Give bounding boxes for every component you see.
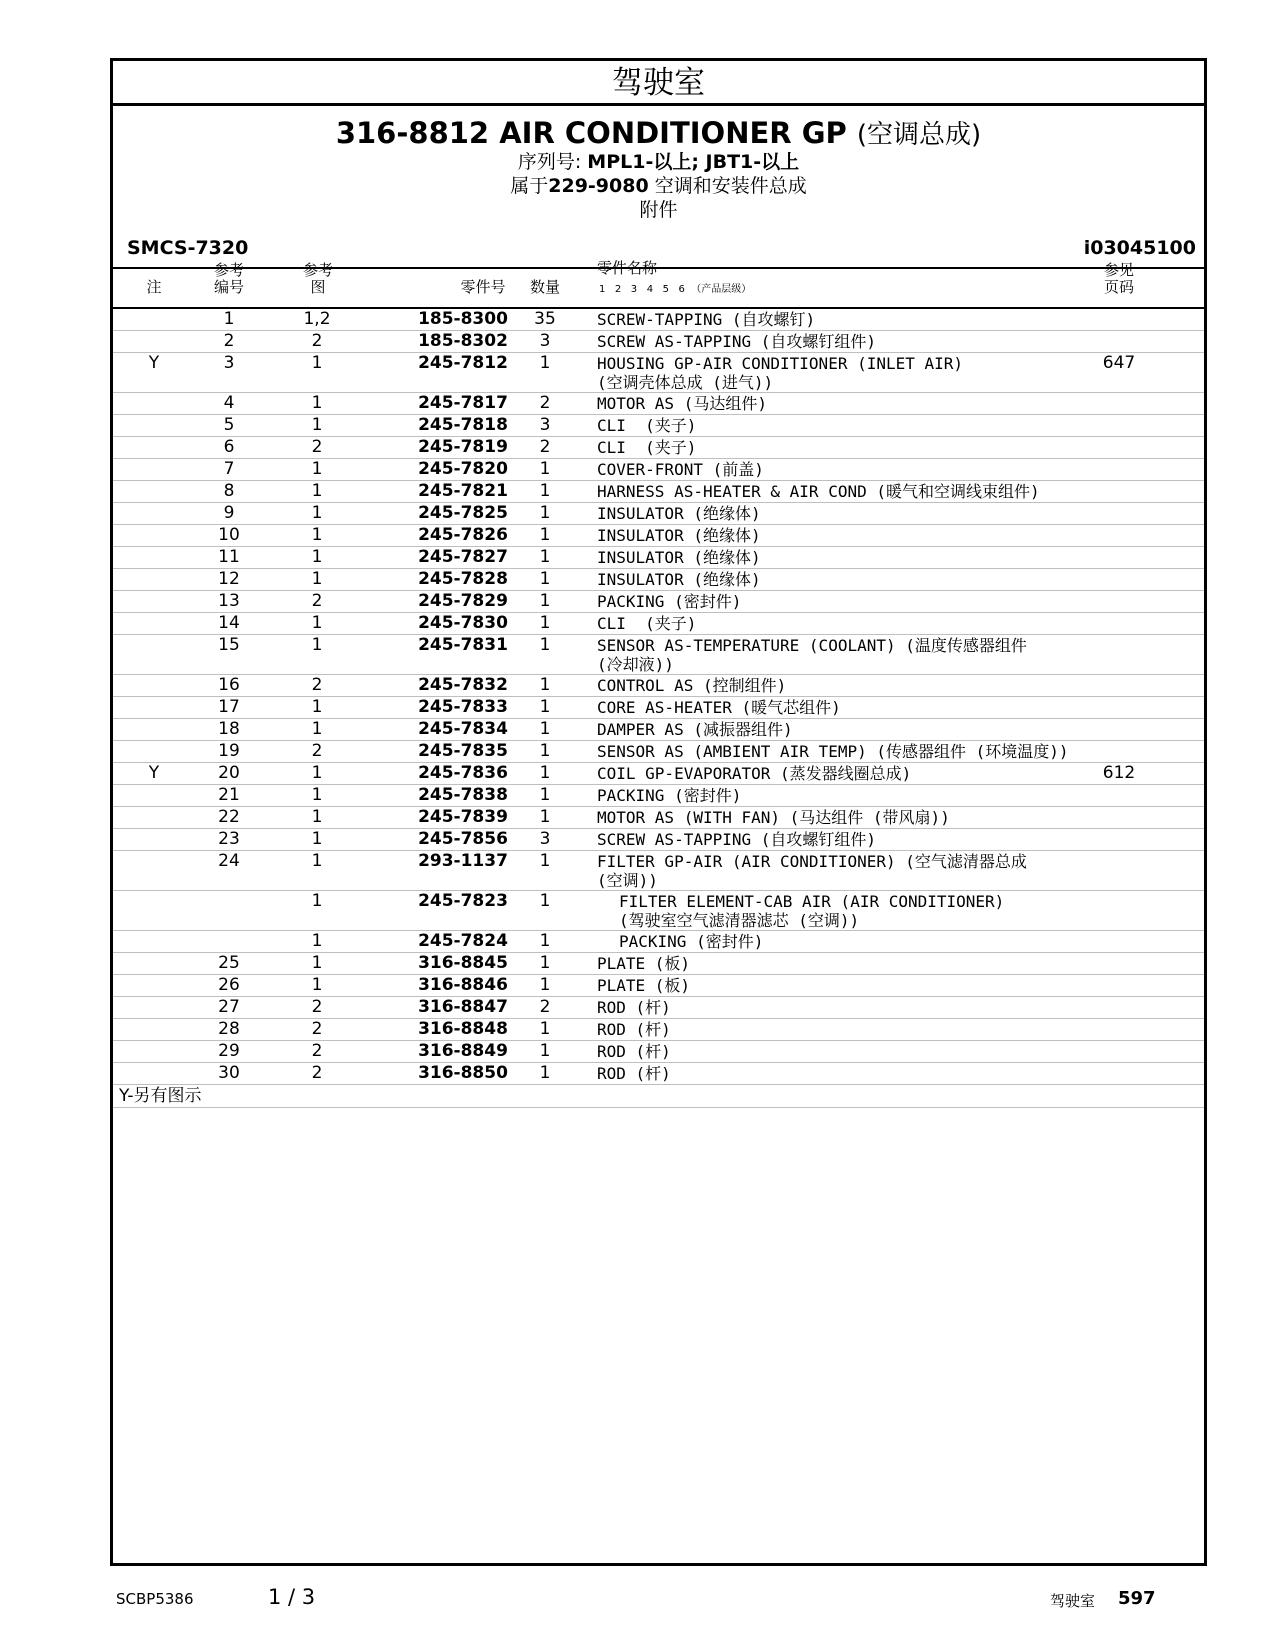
col-page-bottom: 页码	[1103, 278, 1134, 296]
quantity-cell: 1	[539, 569, 551, 589]
quantity-cell: 1	[539, 591, 551, 611]
quantity-cell: 2	[539, 437, 551, 457]
quantity-cell: 3	[539, 829, 551, 849]
belongs-line	[113, 173, 1204, 199]
title-name: AIR CONDITIONER GP	[499, 116, 847, 150]
quantity-cell: 1	[539, 851, 551, 871]
quantity-cell: 1	[539, 953, 551, 973]
belongs-part: 229-9080	[548, 175, 649, 197]
part-number-cell: 245-7829	[418, 591, 508, 611]
table-row	[113, 975, 1204, 997]
see-page-cell: 647	[1102, 353, 1136, 373]
ref-number-cell: 5	[223, 415, 235, 435]
table-row	[113, 741, 1204, 763]
quantity-cell: 1	[539, 1063, 551, 1083]
ref-number-cell: 22	[218, 807, 240, 827]
figure-cell: 1	[311, 891, 323, 911]
ref-number-cell: 21	[218, 785, 240, 805]
table-row	[113, 309, 1204, 331]
figure-cell: 1	[311, 503, 323, 523]
quantity-cell: 2	[539, 393, 551, 413]
table-row	[113, 459, 1204, 481]
part-number-cell: 185-8300	[418, 309, 508, 329]
part-number-cell: 245-7825	[418, 503, 508, 523]
figure-cell: 2	[311, 331, 323, 351]
note-cell: Y	[148, 763, 160, 783]
ref-number-cell: 10	[218, 525, 240, 545]
part-name-cell: DAMPER AS (减振器组件)	[597, 720, 793, 739]
col-ref-bottom: 编号	[213, 278, 244, 296]
part-number-cell: 316-8848	[418, 1019, 508, 1039]
smcs-code: SMCS-7320	[127, 237, 249, 259]
part-name-cell: HARNESS AS-HEATER & AIR COND (暖气和空调线束组件)	[597, 482, 1040, 501]
ref-number-cell: 1	[223, 309, 235, 329]
ref-number-cell: 6	[223, 437, 235, 457]
part-number-cell: 185-8302	[418, 331, 508, 351]
figure-cell: 1	[311, 393, 323, 413]
part-number-cell: 245-7823	[418, 891, 508, 911]
figure-cell: 1	[311, 415, 323, 435]
serial-label: 序列号:	[517, 151, 582, 173]
part-name-cell: ROD (杆)	[597, 998, 671, 1017]
title-chinese: (空调总成)	[856, 120, 982, 150]
quantity-cell: 1	[539, 613, 551, 633]
col-fig-bottom: 图	[310, 278, 326, 296]
attachment-line: 附件	[639, 199, 678, 221]
part-name-cell: SCREW AS-TAPPING (自攻螺钉组件)	[597, 332, 877, 351]
figure-cell: 1	[311, 719, 323, 739]
part-name-cell: CLI (夹子)	[597, 438, 697, 457]
quantity-cell: 1	[539, 807, 551, 827]
part-number-cell: 245-7835	[418, 741, 508, 761]
figure-cell: 2	[311, 591, 323, 611]
quantity-cell: 1	[539, 719, 551, 739]
ref-number-cell: 28	[218, 1019, 240, 1039]
part-name-cell: CLI (夹子)	[597, 614, 697, 633]
figure-cell: 2	[311, 741, 323, 761]
belongs-desc: 空调和安装件总成	[654, 175, 807, 197]
part-name-cell: ROD (杆)	[597, 1020, 671, 1039]
part-number-cell: 293-1137	[418, 851, 508, 871]
figure-cell: 1	[311, 829, 323, 849]
table-row	[113, 1041, 1204, 1063]
page-title	[113, 115, 1204, 153]
part-name-cell: SCREW-TAPPING (自攻螺钉)	[597, 310, 816, 329]
part-number-cell: 245-7838	[418, 785, 508, 805]
part-name-cell: ROD (杆)	[597, 1064, 671, 1083]
quantity-cell: 35	[534, 309, 556, 329]
quantity-cell: 3	[539, 415, 551, 435]
part-name-cell: INSULATOR (绝缘体)	[597, 570, 761, 589]
footer-page-number: 597	[1118, 1588, 1156, 1609]
quantity-cell: 1	[539, 1041, 551, 1061]
section-title: 驾驶室	[113, 61, 1204, 106]
part-name-cell: SENSOR AS (AMBIENT AIR TEMP) (传感器组件 (环境温度))	[597, 742, 1069, 761]
table-row	[113, 569, 1204, 591]
table-row	[113, 635, 1204, 675]
quantity-cell: 1	[539, 353, 551, 373]
part-number-cell: 245-7833	[418, 697, 508, 717]
col-part-number: 零件号	[460, 278, 506, 296]
figure-cell: 1	[311, 697, 323, 717]
quantity-cell: 1	[539, 503, 551, 523]
part-number-cell: 245-7819	[418, 437, 508, 457]
figure-cell: 1	[311, 975, 323, 995]
figure-cell: 1	[311, 785, 323, 805]
figure-cell: 1,2	[303, 309, 331, 329]
figure-cell: 2	[311, 1063, 323, 1083]
part-name-cell: FILTER GP-AIR (AIR CONDITIONER) (空气滤清器总成 (空调))	[597, 852, 1027, 890]
title-part-number: 316-8812	[335, 116, 490, 150]
table-row	[113, 525, 1204, 547]
part-number-cell: 316-8846	[418, 975, 508, 995]
footer-page-of: 1 / 3	[268, 1585, 316, 1609]
ref-number-cell: 30	[218, 1063, 240, 1083]
ref-number-cell: 29	[218, 1041, 240, 1061]
table-row	[113, 719, 1204, 741]
part-number-cell: 245-7817	[418, 393, 508, 413]
quantity-cell: 1	[539, 975, 551, 995]
col-quantity: 数量	[529, 278, 560, 296]
table-row	[113, 931, 1204, 953]
part-name-cell: PLATE (板)	[597, 976, 691, 995]
figure-cell: 2	[311, 437, 323, 457]
quantity-cell: 2	[539, 997, 551, 1017]
part-number-cell: 245-7836	[418, 763, 508, 783]
figure-cell: 1	[311, 931, 323, 951]
figure-cell: 2	[311, 1041, 323, 1061]
part-name-cell: PACKING (密封件)	[619, 932, 764, 951]
part-name-cell: PACKING (密封件)	[597, 592, 742, 611]
part-name-cell: PLATE (板)	[597, 954, 691, 973]
serial-value: MPL1-以上; JBT1-以上	[587, 151, 800, 173]
part-number-cell: 245-7839	[418, 807, 508, 827]
figure-cell: 1	[311, 547, 323, 567]
figure-cell: 1	[311, 481, 323, 501]
ref-number-cell: 19	[218, 741, 240, 761]
table-row	[113, 851, 1204, 891]
col-page-top: 参见	[1103, 261, 1134, 279]
figure-cell: 1	[311, 613, 323, 633]
quantity-cell: 1	[539, 525, 551, 545]
col-levels: 1 2 3 4 5 6 （产品层级）	[599, 284, 752, 295]
part-name-cell: ROD (杆)	[597, 1042, 671, 1061]
ref-number-cell: 16	[218, 675, 240, 695]
table-row	[113, 785, 1204, 807]
parts-table	[113, 309, 1204, 1108]
ref-number-cell: 7	[223, 459, 235, 479]
ref-number-cell: 26	[218, 975, 240, 995]
table-row	[113, 613, 1204, 635]
ref-number-cell: 8	[223, 481, 235, 501]
figure-cell: 1	[311, 807, 323, 827]
ref-number-cell: 4	[223, 393, 235, 413]
table-row	[113, 547, 1204, 569]
part-number-cell: 245-7812	[418, 353, 508, 373]
quantity-cell: 1	[539, 675, 551, 695]
part-number-cell: 316-8845	[418, 953, 508, 973]
table-row	[113, 393, 1204, 415]
ref-number-cell: 2	[223, 331, 235, 351]
table-row	[113, 763, 1204, 785]
table-row	[113, 331, 1204, 353]
part-name-cell: CLI (夹子)	[597, 416, 697, 435]
col-note: 注	[146, 278, 162, 296]
part-number-cell: 245-7820	[418, 459, 508, 479]
note-cell: Y	[148, 353, 160, 373]
part-name-cell: SENSOR AS-TEMPERATURE (COOLANT) (温度传感器组件 (冷却液))	[597, 636, 1027, 674]
ref-number-cell: 11	[218, 547, 240, 567]
quantity-cell: 1	[539, 785, 551, 805]
table-row	[113, 353, 1204, 393]
ref-number-cell: 13	[218, 591, 240, 611]
belongs-prefix: 属于	[510, 175, 549, 197]
table-row	[113, 953, 1204, 975]
part-number-cell: 316-8850	[418, 1063, 508, 1083]
quantity-cell: 1	[539, 481, 551, 501]
figure-cell: 1	[311, 569, 323, 589]
part-number-cell: 316-8849	[418, 1041, 508, 1061]
table-row	[113, 591, 1204, 613]
ref-number-cell: 15	[218, 635, 240, 655]
table-row	[113, 503, 1204, 525]
part-name-cell: MOTOR AS (马达组件)	[597, 394, 767, 413]
illustration-id: i03045100	[1083, 237, 1196, 259]
table-row	[113, 1063, 1204, 1085]
ref-number-cell: 23	[218, 829, 240, 849]
table-row	[113, 891, 1204, 931]
part-number-cell: 245-7832	[418, 675, 508, 695]
figure-cell: 1	[311, 953, 323, 973]
quantity-cell: 1	[539, 741, 551, 761]
see-page-cell: 612	[1102, 763, 1136, 783]
part-name-cell: MOTOR AS (WITH FAN) (马达组件 (带风扇))	[597, 808, 950, 827]
figure-cell: 2	[311, 1019, 323, 1039]
figure-cell: 1	[311, 525, 323, 545]
part-name-cell: COVER-FRONT (前盖)	[597, 460, 764, 479]
figure-cell: 1	[311, 635, 323, 655]
figure-cell: 2	[311, 997, 323, 1017]
footnote: Y-另有图示	[113, 1085, 1204, 1108]
quantity-cell: 1	[539, 891, 551, 911]
part-name-cell: PACKING (密封件)	[597, 786, 742, 805]
table-row	[113, 997, 1204, 1019]
part-number-cell: 245-7818	[418, 415, 508, 435]
table-row	[113, 1019, 1204, 1041]
footer-doc-id: SCBP5386	[116, 1590, 194, 1608]
part-name-cell: INSULATOR (绝缘体)	[597, 548, 761, 567]
part-name-cell: INSULATOR (绝缘体)	[597, 526, 761, 545]
part-number-cell: 316-8847	[418, 997, 508, 1017]
part-number-cell: 245-7827	[418, 547, 508, 567]
quantity-cell: 1	[539, 931, 551, 951]
ref-number-cell: 9	[223, 503, 235, 523]
serial-line	[113, 149, 1204, 175]
quantity-cell: 1	[539, 459, 551, 479]
table-row	[113, 437, 1204, 459]
ref-number-cell: 12	[218, 569, 240, 589]
col-fig-top: 参考	[302, 261, 333, 279]
quantity-cell: 1	[539, 547, 551, 567]
part-name-cell: CONTROL AS (控制组件)	[597, 676, 787, 695]
page-frame	[110, 58, 1207, 1566]
table-row	[113, 829, 1204, 851]
part-name-cell: INSULATOR (绝缘体)	[597, 504, 761, 523]
part-name-cell: COIL GP-EVAPORATOR (蒸发器线圈总成)	[597, 764, 912, 783]
table-row	[113, 675, 1204, 697]
ref-number-cell: 24	[218, 851, 240, 871]
col-ref-top: 参考	[213, 261, 244, 279]
table-row	[113, 481, 1204, 503]
part-name-cell: FILTER ELEMENT-CAB AIR (AIR CONDITIONER) (驾驶室空气滤清器滤芯 (空调))	[619, 892, 1005, 930]
part-name-cell: SCREW AS-TAPPING (自攻螺钉组件)	[597, 830, 877, 849]
quantity-cell: 1	[539, 697, 551, 717]
ref-number-cell: 3	[223, 353, 235, 373]
table-row	[113, 807, 1204, 829]
footer-section: 驾驶室	[1050, 1592, 1096, 1610]
ref-number-cell: 25	[218, 953, 240, 973]
part-number-cell: 245-7821	[418, 481, 508, 501]
figure-cell: 2	[311, 675, 323, 695]
part-number-cell: 245-7830	[418, 613, 508, 633]
figure-cell: 1	[311, 763, 323, 783]
ref-number-cell: 18	[218, 719, 240, 739]
table-row	[113, 415, 1204, 437]
part-name-cell: HOUSING GP-AIR CONDITIONER (INLET AIR) (空调壳体总成 (进气))	[597, 354, 964, 392]
ref-number-cell: 20	[218, 763, 240, 783]
figure-cell: 1	[311, 459, 323, 479]
ref-number-cell: 17	[218, 697, 240, 717]
part-number-cell: 245-7834	[418, 719, 508, 739]
table-row	[113, 697, 1204, 719]
figure-cell: 1	[311, 851, 323, 871]
part-number-cell: 245-7828	[418, 569, 508, 589]
quantity-cell: 1	[539, 763, 551, 783]
part-number-cell: 245-7826	[418, 525, 508, 545]
quantity-cell: 3	[539, 331, 551, 351]
part-number-cell: 245-7831	[418, 635, 508, 655]
part-number-cell: 245-7824	[418, 931, 508, 951]
col-name: 零件名称	[597, 259, 658, 277]
quantity-cell: 1	[539, 635, 551, 655]
part-name-cell: CORE AS-HEATER (暖气芯组件)	[597, 698, 841, 717]
ref-number-cell: 14	[218, 613, 240, 633]
ref-number-cell: 27	[218, 997, 240, 1017]
part-number-cell: 245-7856	[418, 829, 508, 849]
quantity-cell: 1	[539, 1019, 551, 1039]
figure-cell: 1	[311, 353, 323, 373]
